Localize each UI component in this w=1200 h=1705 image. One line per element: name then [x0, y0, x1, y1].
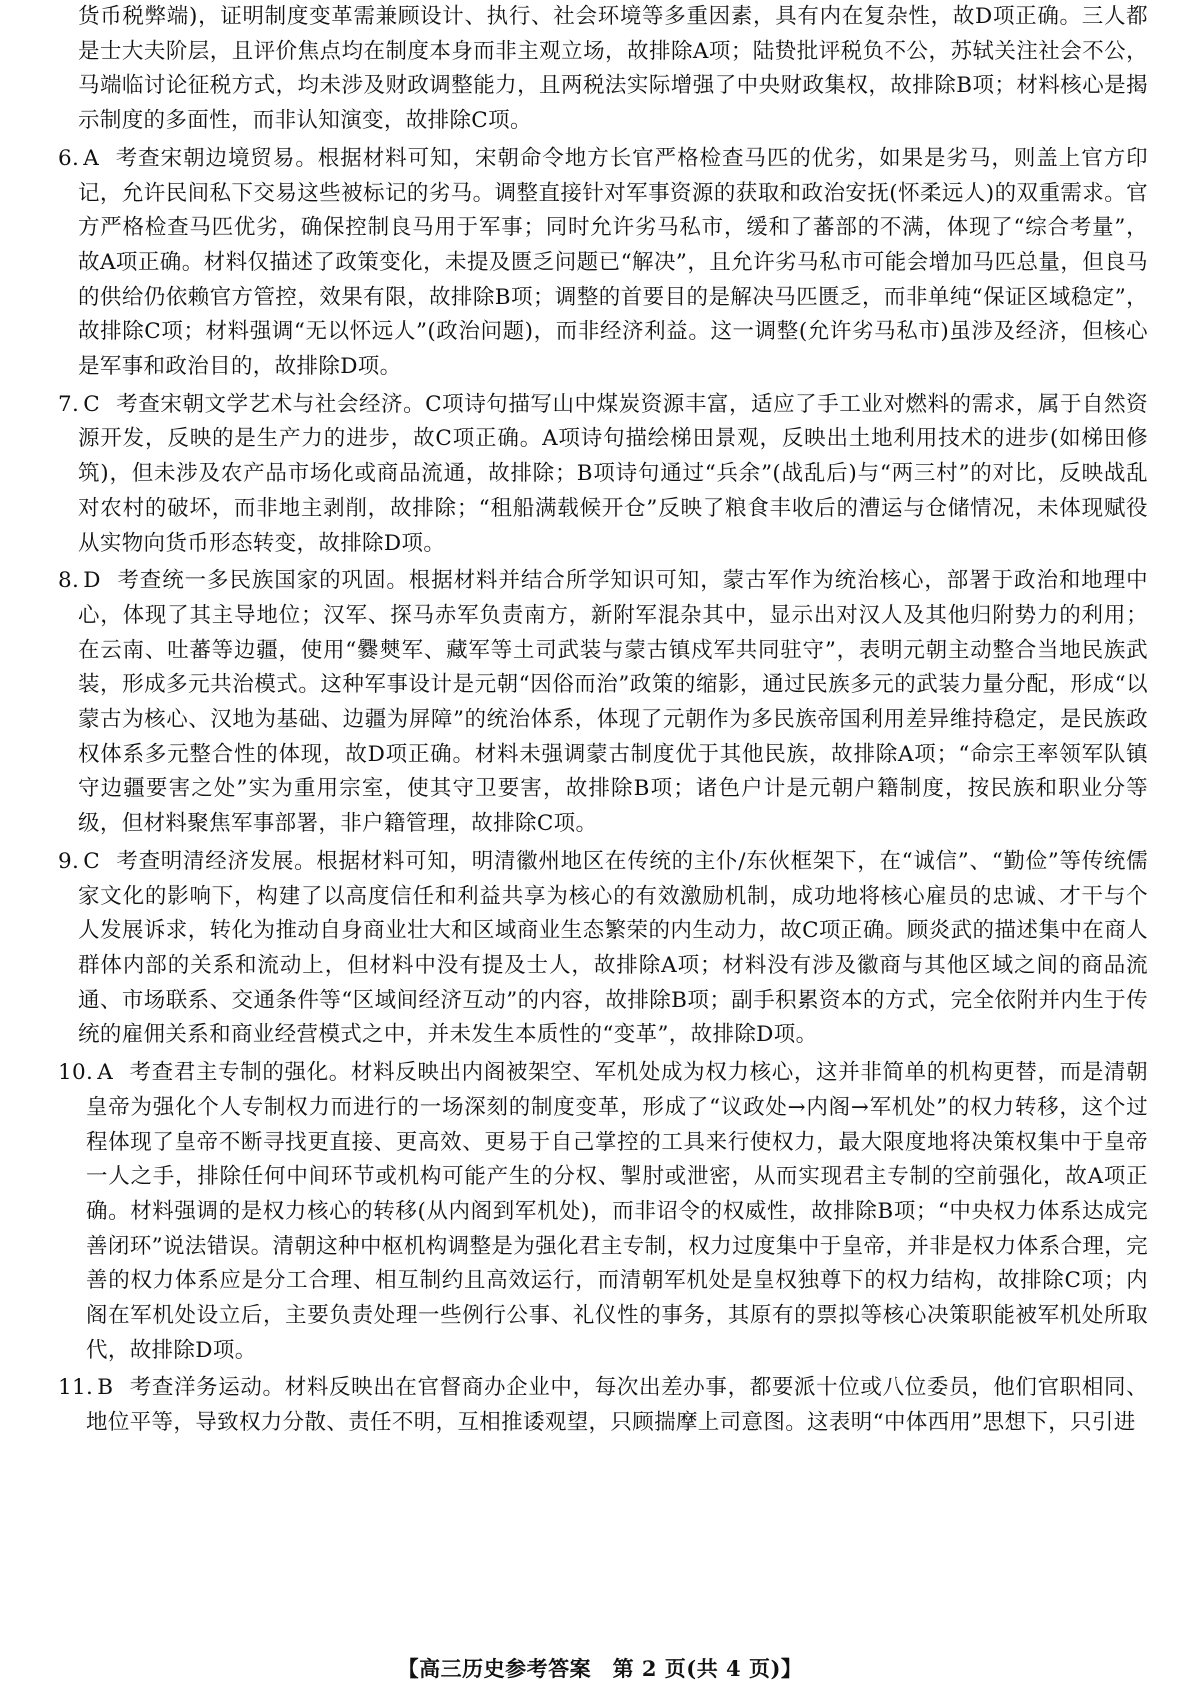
answer-content	[58, 0, 1148, 1444]
question-number: 8.	[58, 568, 80, 594]
answer-item-7	[58, 388, 1148, 562]
answer-explanation: 考查洋务运动。材料反映出在官督商办企业中，每次出差办事，都要派十位或八位委员，他们官职相同、地位平等，导致权力分散、责任不明，互相推诿观望，只顾揣摩上司意图。这表明“中体西用”思想下，只引进	[86, 1375, 1148, 1436]
answer-letter: C	[83, 391, 101, 417]
answer-letter: A	[83, 145, 100, 171]
answer-explanation: 考查统一多民族国家的巩固。根据材料并结合所学知识可知，蒙古军作为统治核心，部署于政治和地理中心，体现了其主导地位；汉军、探马赤军负责南方，新附军混杂其中，显示出对汉人及其他归附势力的利用；在云南、吐蕃等边疆，使用“爨僰军、藏军等土司武装与蒙古镇戍军共同驻守”，表明元朝主动整合当地民族武装，形成多元共治模式。这种军事设计是元朝“因俗而治”政策的缩影，通过民族多元的武装力量分配，形成“以蒙古为核心、汉地为基础、边疆为屏障”的统治体系，体现了元朝作为多民族帝国利用差异维持稳定，是民族政权体系多元整合性的体现，故D项正确。材料未强调蒙古制度优于其他民族，故排除A项；“命宗王率领军队镇守边疆要害之处”实为重用宗室，使其守卫要害，故排除B项；诸色户计是元朝户籍制度，按民族和职业分等级，但材料聚焦军事部署，非户籍管理，故排除C项。	[78, 568, 1148, 837]
question-number: 6.	[58, 145, 80, 171]
page-footer: 【高三历史参考答案 第 2 页(共 4 页)】	[397, 1656, 803, 1681]
answer-letter: C	[83, 848, 101, 874]
question-number: 10.	[58, 1060, 94, 1086]
answer-explanation: 考查宋朝边境贸易。根据材料可知，宋朝命令地方长官严格检查马匹的优劣，如果是劣马，则盖上官方印记，允许民间私下交易这些被标记的劣马。调整直接针对军事资源的获取和政治安抚(怀柔远人)的双重需求。官方严格检查马匹优劣，确保控制良马用于军事；同时允许劣马私市，缓和了蕃部的不满，体现了“综合考量”，故A项正确。材料仅描述了政策变化，未提及匮乏问题已“解决”，且允许劣马私市可能会增加马匹总量，但良马的供给仍依赖官方管控，效果有限，故排除B项；调整的首要目的是解决马匹匮乏，而非单纯“保证区域稳定”，故排除C项；材料强调“无以怀远人”(政治问题)，而非经济利益。这一调整(允许劣马私市)虽涉及经济，但核心是军事和政治目的，故排除D项。	[78, 145, 1148, 380]
question-number: 11.	[58, 1375, 94, 1401]
answer-letter: A	[97, 1060, 114, 1086]
answer-explanation: 考查宋朝文学艺术与社会经济。C项诗句描写山中煤炭资源丰富，适应了手工业对燃料的需求，属于自然资源开发，反映的是生产力的进步，故C项正确。A项诗句描绘梯田景观，反映出土地利用技术的进步(如梯田修筑)，但未涉及农产品市场化或商品流通，故排除；B项诗句通过“兵余”(战乱后)与“两三村”的对比，反映战乱对农村的破坏，而非地主剥削，故排除；“租船满载候开仓”反映了粮食丰收后的漕运与仓储情况，未体现赋役从实物向货币形态转变，故排除D项。	[78, 391, 1148, 556]
answer-explanation: 考查君主专制的强化。材料反映出内阁被架空、军机处成为权力核心，这并非简单的机构更替，而是清朝皇帝为强化个人专制权力而进行的一场深刻的制度变革，形成了“议政处→内阁→军机处”的权力转移，这个过程体现了皇帝不断寻找更直接、更高效、更易于自己掌控的工具来行使权力，最大限度地将决策权集中于皇帝一人之手，排除任何中间环节或机构可能产生的分权、掣肘或泄密，从而实现君主专制的空前强化，故A项正确。材料强调的是权力核心的转移(从内阁到军机处)，而非诏令的权威性，故排除B项；“中央权力体系达成完善闭环”说法错误。清朝这种中枢机构调整是为强化君主专制，权力过度集中于皇帝，并非是权力体系合理，完善的权力体系应是分工合理、相互制约且高效运行，而清朝军机处是皇权独尊下的权力结构，故排除C项；内阁在军机处设立后，主要负责处理一些例行公事、礼仪性的事务，其原有的票拟等核心决策职能被军机处所取代，故排除D项。	[86, 1060, 1148, 1363]
answer-item-10	[58, 1056, 1148, 1368]
answer-letter: D	[83, 568, 101, 594]
continued-answer-5: 货币税弊端)，证明制度变革需兼顾设计、执行、社会环境等多重因素，具有内在复杂性，故D项正确。三人都是士大夫阶层，且评价焦点均在制度本身而非主观立场，故排除A项；陆贽批评税负不公，苏轼关注社会不公，马端临讨论征税方式，均未涉及财政调整能力，且两税法实际增强了中央财政集权，故排除B项；材料核心是揭示制度的多面性，而非认知演变，故排除C项。	[78, 4, 1148, 134]
answer-item-8	[58, 564, 1148, 842]
question-number: 7.	[58, 391, 80, 417]
answer-item-9	[58, 845, 1148, 1053]
question-number: 9.	[58, 848, 80, 874]
answer-explanation: 考查明清经济发展。根据材料可知，明清徽州地区在传统的主仆/东伙框架下，在“诚信”、“勤俭”等传统儒家文化的影响下，构建了以高度信任和利益共享为核心的有效激励机制，成功地将核心雇员的忠诚、才干与个人发展诉求，转化为推动自身商业壮大和区域商业生态繁荣的内生动力，故C项正确。顾炎武的描述集中在商人群体内部的关系和流动上，但材料中没有提及士人，故排除A项；材料没有涉及徽商与其他区域之间的商品流通、市场联系、交通条件等“区域间经济互动”的内容，故排除B项；副手积累资本的方式，完全依附并内生于传统的雇佣关系和商业经营模式之中，并未发生本质性的“变革”，故排除D项。	[78, 848, 1148, 1048]
answer-item-6	[58, 142, 1148, 385]
answer-item-11	[58, 1371, 1148, 1440]
answer-letter: B	[97, 1375, 114, 1401]
